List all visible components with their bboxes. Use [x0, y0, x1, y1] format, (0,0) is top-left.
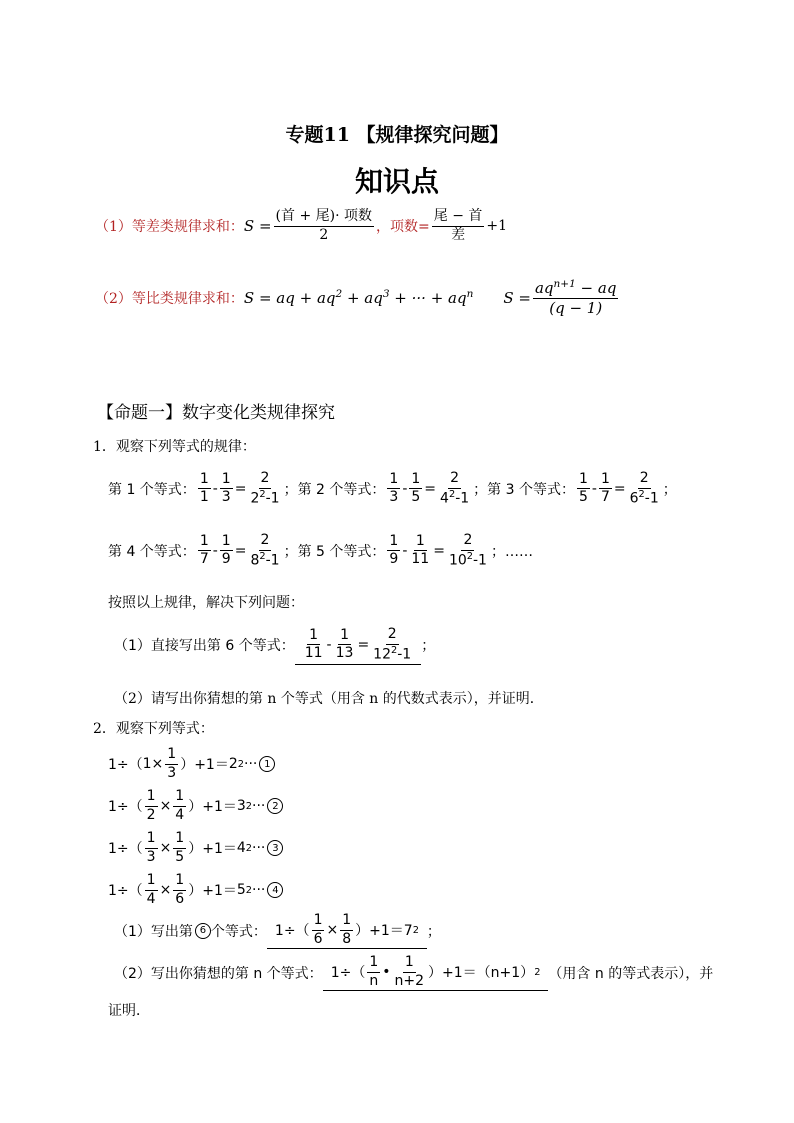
ans6-c-minus: -1	[397, 646, 412, 663]
eq3-frac-a	[577, 471, 590, 507]
line4-frac-a	[145, 872, 158, 908]
geo-num-power: n+1	[553, 278, 576, 290]
q2-part-2	[114, 954, 713, 991]
line3-b-num: 1	[173, 830, 186, 849]
q1-row-1	[108, 470, 677, 508]
ans6-b-num: 1	[338, 627, 351, 646]
ans6-b-den: 13	[335, 645, 354, 662]
ans6-frac-b	[334, 627, 356, 663]
eq5-frac-c	[447, 532, 489, 570]
eq3-c-num: 2	[638, 470, 651, 489]
eq1-c-num: 2	[259, 470, 272, 489]
q2-line-4	[108, 872, 283, 908]
eq1-label: 第 1 个等式：	[108, 481, 196, 498]
ans6-minus: -	[326, 636, 332, 653]
q2-ans1-lead: 1÷（	[274, 923, 310, 939]
line2-b-den: 4	[175, 806, 185, 823]
eq1-b-num: 1	[220, 471, 233, 490]
line1-frac-num: 1	[165, 746, 178, 765]
line4-power: 2	[245, 884, 253, 896]
line3-a-den: 3	[146, 848, 156, 865]
eq1-c-pow: 2	[259, 488, 266, 500]
q1-intro: 1．观察下列等式的规律：	[93, 439, 256, 455]
eq4-equals: =	[234, 542, 247, 559]
line3-times: ×	[159, 840, 172, 856]
line4-b-den: 6	[175, 890, 185, 907]
line3-close: ）+1＝	[188, 841, 237, 857]
q2-ans1-frac-a	[312, 912, 325, 948]
eq3-c-base: 6	[629, 490, 639, 507]
knowledge-2-label: （2）等比类规律求和：	[95, 290, 244, 307]
q2-part2-tail: （用含 n 的等式表示），并	[548, 965, 714, 982]
eq3-label: ；第 3 个等式：	[473, 481, 575, 498]
eq2-c-base: 4	[440, 490, 449, 507]
q2-ans2-a-num: 1	[367, 954, 380, 973]
q2-part1-label: （1）写出第	[114, 923, 193, 940]
q2-part2-label: （2）写出你猜想的第 n 个等式：	[114, 965, 323, 982]
line4-b-num: 1	[173, 872, 186, 891]
ans6-a-den: 11	[304, 645, 323, 662]
eq3-a-den: 5	[578, 489, 588, 506]
eq2-equals: =	[424, 480, 437, 497]
count-plus: +1	[486, 218, 508, 234]
line4-frac-b	[173, 872, 186, 908]
eq5-c-num: 2	[461, 532, 474, 551]
line2-close: ）+1＝	[188, 799, 237, 815]
q2-part2-continue: 证明．	[108, 1003, 150, 1019]
line3-base: 4	[236, 840, 246, 856]
eq1-frac-b	[220, 471, 233, 507]
q2-ans2-b-num: 1	[403, 954, 416, 973]
geo-power-2: 2	[335, 288, 343, 301]
eq3-c-pow: 2	[638, 488, 645, 500]
q2-ans2-close: ）+1＝（n+1）	[428, 965, 535, 981]
ans6-c-den	[371, 645, 413, 664]
line3-frac-a	[145, 830, 158, 866]
eq5-a-num: 1	[387, 533, 400, 552]
ans6-c-pow: 2	[391, 644, 398, 656]
q2-ans1-times: ×	[326, 922, 339, 938]
geo-s: S =	[503, 288, 531, 307]
line1-lead: 1÷（	[108, 757, 143, 773]
count-denominator: 差	[451, 226, 466, 243]
eq5-c-base: 10	[448, 552, 467, 569]
q2-ans2-a-den: n	[369, 972, 379, 989]
line2-lead: 1÷（	[108, 799, 143, 815]
eq3-frac-c	[628, 470, 661, 508]
eq4-c-minus: -1	[265, 552, 280, 569]
eq3-frac-b	[599, 471, 612, 507]
eq4-a-den: 7	[199, 551, 209, 568]
eq2-c-den	[438, 489, 471, 508]
eq5-b-den: 11	[411, 551, 430, 568]
eq5-label: ；第 5 个等式：	[283, 543, 386, 560]
q2-ans1-close: ）+1＝7	[355, 923, 413, 939]
eq1-frac-c	[248, 470, 281, 508]
ans6-a-num: 1	[307, 627, 320, 646]
q2-ans2-b-den: n+2	[394, 972, 425, 989]
geo-term-n: + ··· + aq	[389, 289, 467, 308]
eq2-b-den: 5	[411, 489, 421, 506]
eq1-c-minus: -1	[265, 490, 280, 507]
q2-ans1-b-num: 1	[340, 912, 353, 931]
line3-power: 2	[245, 842, 253, 854]
line1-dots: ···	[244, 756, 258, 772]
line2-b-num: 1	[173, 788, 186, 807]
sum-fraction	[274, 208, 374, 244]
eq4-b-den: 9	[221, 551, 231, 568]
eq5-c-minus: -1	[473, 552, 487, 569]
eq1-frac-a	[198, 471, 211, 507]
eq3-b-den: 7	[600, 489, 610, 506]
eq2-a-den: 3	[389, 489, 399, 506]
knowledge-1	[95, 208, 507, 244]
eq1-b-den: 3	[221, 489, 231, 506]
geo-numerator	[533, 278, 618, 299]
q2-part2-answer	[323, 954, 549, 991]
eq4-a-num: 1	[198, 533, 211, 552]
eq5-c-den	[447, 551, 489, 570]
line2-frac-a	[145, 788, 158, 824]
eq5-b-num: 1	[414, 533, 427, 552]
line1-power: 2	[237, 758, 244, 770]
eq1-c-den	[248, 489, 281, 508]
knowledge-1-label: （1）等差类规律求和：	[95, 219, 244, 235]
eq4-c-base: 8	[250, 552, 260, 569]
eq3-c-den	[628, 489, 661, 508]
eq1-equals: =	[234, 480, 247, 497]
q1-rule: 按照以上规律，解决下列问题：	[108, 595, 304, 611]
line4-circle-number: 4	[267, 882, 283, 898]
eq1-a-num: 1	[198, 471, 211, 490]
line2-power: 2	[245, 800, 253, 812]
line4-lead: 1÷（	[108, 883, 143, 899]
q2-ans2-power: 2	[534, 966, 541, 978]
eq2-minus: -	[402, 480, 408, 497]
line3-dots: ···	[252, 840, 266, 856]
q2-ans1-power: 2	[412, 924, 419, 936]
q1-part1-label: （1）直接写出第 6 个等式：	[114, 638, 295, 655]
line1-circle-number: 1	[259, 756, 275, 772]
line4-a-num: 1	[145, 872, 158, 891]
geo-term-1: S = aq + aq	[243, 289, 336, 308]
knowledge-2	[95, 278, 620, 318]
q1-part-2: （2）请写出你猜想的第 n 个等式（用含 n 的代数式表示），并证明．	[114, 691, 544, 707]
line4-dots: ···	[252, 882, 266, 898]
page-title: 专题11 【规律探究问题】	[285, 124, 509, 146]
count-label: ，项数=	[376, 219, 430, 235]
line1-close: ）+1＝	[180, 757, 229, 773]
q2-ans2-lead: 1÷（	[330, 965, 366, 981]
sum-denominator: 2	[319, 226, 329, 243]
line4-a-den: 4	[146, 890, 156, 907]
eq3-equals: =	[613, 480, 626, 497]
eq4-frac-b	[220, 533, 233, 569]
q2-line-2	[108, 788, 283, 824]
geo-sum-left	[244, 288, 473, 307]
line2-circle-number: 2	[267, 798, 283, 814]
eq5-minus: -	[402, 542, 408, 559]
eq5-frac-a	[387, 533, 400, 569]
geo-denominator: (q − 1)	[549, 298, 603, 317]
eq5-frac-b	[409, 533, 431, 569]
line2-dots: ···	[252, 798, 266, 814]
section-heading: 【命题一】数字变化类规律探究	[97, 403, 335, 423]
eq1-minus: -	[212, 480, 218, 497]
eq4-frac-c	[248, 532, 281, 570]
line3-b-den: 5	[175, 848, 185, 865]
eq4-frac-a	[198, 533, 211, 569]
line2-frac-b	[173, 788, 186, 824]
q2-ans2-dot: •	[382, 964, 391, 980]
eq2-a-num: 1	[387, 471, 400, 490]
count-numerator: 尾 − 首	[432, 208, 485, 227]
q1-row-2	[108, 532, 533, 570]
q2-part1-semicolon: ；	[426, 923, 441, 940]
line1-frac-den: 3	[167, 764, 177, 781]
eq3-c-minus: -1	[644, 490, 659, 507]
line2-base: 3	[236, 798, 246, 814]
q2-ans1-a-den: 6	[313, 930, 323, 947]
line3-a-num: 1	[145, 830, 158, 849]
eq3-minus: -	[591, 480, 597, 497]
eq2-c-num: 2	[448, 470, 461, 489]
eq5-ellipsis: ；……	[490, 543, 533, 560]
line1-frac	[165, 746, 178, 782]
q2-part1-label2: 个等式：	[210, 923, 267, 940]
eq1-c-base: 2	[250, 490, 260, 507]
eq2-frac-a	[387, 471, 400, 507]
eq4-minus: -	[212, 542, 218, 559]
eq4-c-num: 2	[259, 532, 272, 551]
line3-circle-number: 3	[267, 840, 283, 856]
formula-s: S =	[243, 217, 272, 235]
q1-part1-semicolon: ；	[421, 638, 436, 655]
q2-ans2-frac-b	[393, 954, 427, 990]
q2-ans1-b-den: 8	[342, 930, 352, 947]
q2-line-3	[108, 830, 283, 866]
q2-line-1	[108, 746, 275, 782]
line1-base: 2	[228, 756, 238, 772]
eq3-semicolon: ；	[662, 481, 677, 498]
eq4-label: 第 4 个等式：	[108, 543, 196, 560]
ans6-c-num: 2	[386, 626, 399, 645]
q2-intro: 2．观察下列等式：	[93, 721, 214, 737]
line4-times: ×	[159, 882, 172, 898]
count-fraction	[432, 208, 485, 244]
page-subtitle: 知识点	[354, 165, 439, 198]
eq2-frac-c	[438, 470, 471, 508]
line2-a-den: 2	[146, 806, 156, 823]
q2-part1-circle: 6	[195, 923, 211, 939]
ans6-frac-c	[371, 626, 413, 664]
q2-part1-answer	[267, 912, 427, 949]
q1-part1-answer	[295, 626, 421, 665]
ans6-equals: =	[357, 636, 370, 653]
eq3-a-num: 1	[577, 471, 590, 490]
geo-num-aq: aq	[534, 279, 554, 297]
q2-ans1-frac-b	[340, 912, 353, 948]
geo-power-n: n	[466, 288, 474, 301]
sum-numerator: (首 + 尾)· 项数	[274, 208, 374, 227]
eq2-c-minus: -1	[455, 490, 470, 507]
eq3-b-num: 1	[599, 471, 612, 490]
eq2-b-num: 1	[409, 471, 422, 490]
geo-fraction	[533, 278, 618, 318]
q1-part-1	[114, 626, 435, 665]
geo-term-2: + aq	[342, 289, 383, 308]
eq2-label: ；第 2 个等式：	[283, 481, 386, 498]
eq5-equals: =	[433, 542, 445, 559]
q2-ans1-a-num: 1	[312, 912, 325, 931]
q2-ans2-frac-a	[367, 954, 380, 990]
geo-power-3: 3	[382, 288, 390, 301]
eq1-a-den: 1	[199, 489, 209, 506]
ans6-frac-a	[303, 627, 325, 663]
eq2-frac-b	[409, 471, 422, 507]
geo-num-rest: − aq	[575, 279, 617, 297]
eq4-b-num: 1	[220, 533, 233, 552]
line3-lead: 1÷（	[108, 841, 143, 857]
line2-a-num: 1	[145, 788, 158, 807]
eq5-a-den: 9	[389, 551, 399, 568]
line3-frac-b	[173, 830, 186, 866]
eq4-c-pow: 2	[259, 550, 266, 562]
eq5-c-pow: 2	[466, 550, 473, 562]
line1-prefix: 1×	[142, 756, 164, 772]
line4-base: 5	[236, 882, 246, 898]
eq4-c-den	[248, 551, 281, 570]
line2-times: ×	[159, 798, 172, 814]
line4-close: ）+1＝	[188, 883, 237, 899]
ans6-c-base: 12	[373, 646, 391, 663]
eq2-c-pow: 2	[448, 488, 456, 500]
q2-part-1	[114, 912, 441, 949]
